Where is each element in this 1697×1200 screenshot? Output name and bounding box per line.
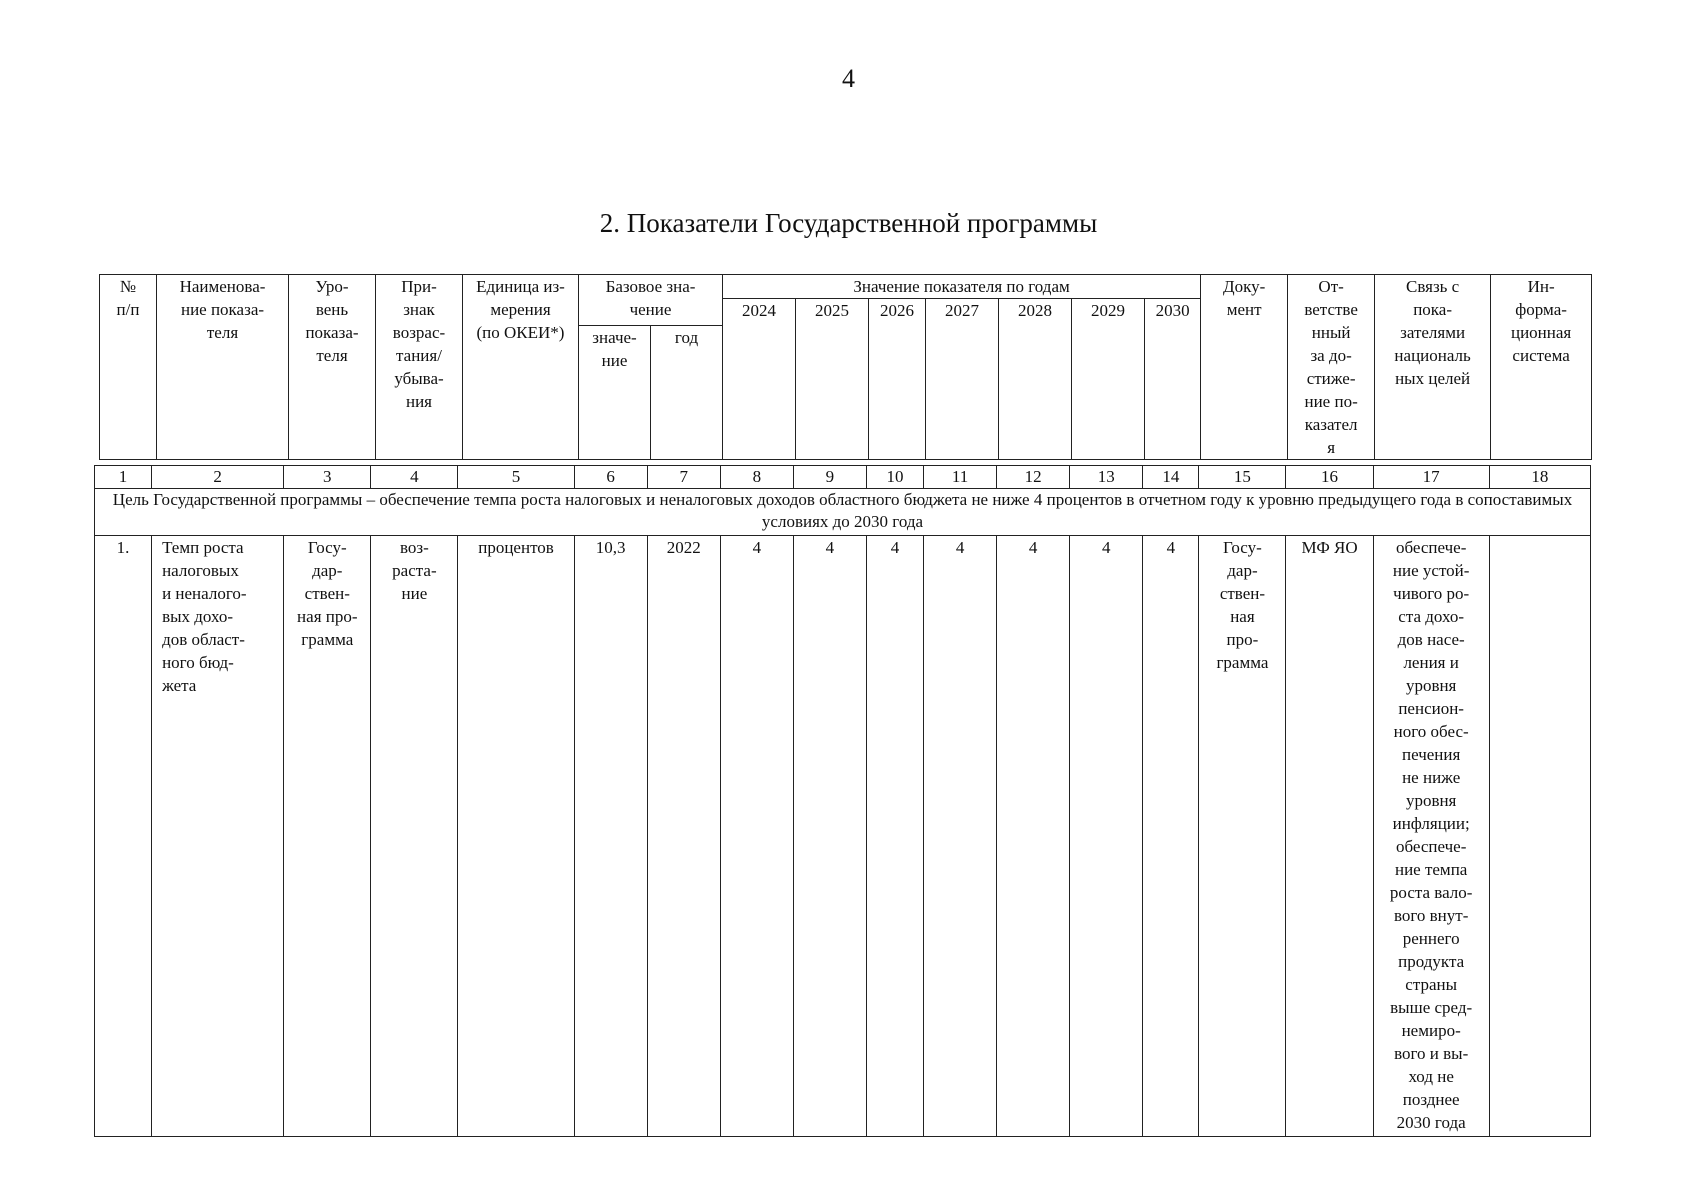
- row-value: 4: [1070, 536, 1143, 1137]
- column-number: 15: [1199, 466, 1286, 489]
- indicators-table-header: [99, 274, 1592, 460]
- row-document: Госу- дар- ствен- ная про- грамма: [1199, 536, 1286, 1137]
- header-unit: Единица из- мерения (по ОКЕИ*): [463, 275, 579, 460]
- column-number: 18: [1489, 466, 1590, 489]
- header-link: Связь с пока- зателями националь ных целей: [1375, 275, 1491, 460]
- page-number: 4: [842, 64, 855, 93]
- row-trend: воз- раста- ние: [371, 536, 458, 1137]
- row-level: Госу- дар- ствен- ная про- грамма: [284, 536, 371, 1137]
- section-title: 2. Показатели Государственной программы: [599, 208, 1098, 238]
- row-value: 4: [720, 536, 793, 1137]
- column-number: 5: [458, 466, 574, 489]
- column-number: 9: [793, 466, 866, 489]
- header-year: 2030: [1145, 299, 1201, 460]
- header-num: № п/п: [100, 275, 157, 460]
- header-year: 2026: [869, 299, 926, 460]
- row-value: 4: [924, 536, 997, 1137]
- row-value: 4: [793, 536, 866, 1137]
- header-base-value: значе- ние: [579, 326, 651, 460]
- header-info-system: Ин- форма- ционная система: [1491, 275, 1592, 460]
- indicators-table-body: [94, 465, 1591, 1137]
- column-number: 11: [924, 466, 997, 489]
- row-name: Темп роста налоговых и неналого- вых дохо- дов област- ного бюд- жета: [152, 536, 284, 1137]
- header-year: 2029: [1072, 299, 1145, 460]
- row-value: 4: [866, 536, 923, 1137]
- header-base-year: год: [651, 326, 723, 460]
- column-number: 1: [95, 466, 152, 489]
- table-row: [95, 536, 1591, 1137]
- column-number: 3: [284, 466, 371, 489]
- header-year: 2028: [999, 299, 1072, 460]
- header-level: Уро- вень показа- теля: [289, 275, 376, 460]
- column-number: 13: [1070, 466, 1143, 489]
- row-base-year: 2022: [647, 536, 720, 1137]
- column-number: 8: [720, 466, 793, 489]
- row-unit: процентов: [458, 536, 574, 1137]
- header-base: Базовое зна- чение: [579, 275, 723, 326]
- column-number: 14: [1143, 466, 1199, 489]
- row-num: 1.: [95, 536, 152, 1137]
- row-value: 4: [1143, 536, 1199, 1137]
- column-number: 12: [997, 466, 1070, 489]
- column-number: 10: [866, 466, 923, 489]
- header-years-group: Значение показателя по годам: [723, 275, 1201, 299]
- column-number: 7: [647, 466, 720, 489]
- row-responsible: МФ ЯО: [1286, 536, 1373, 1137]
- header-year: 2024: [723, 299, 796, 460]
- column-number: 16: [1286, 466, 1373, 489]
- header-document: Доку- мент: [1201, 275, 1288, 460]
- program-goal: Цель Государственной программы – обеспечение темпа роста налоговых и неналоговых доходов областного бюджета не ниже 4 процентов в отчетном году к уровню предыдущего года в сопоставимых условиях до 2030 года: [95, 489, 1591, 536]
- row-value: 4: [997, 536, 1070, 1137]
- header-responsible: От- ветстве нный за до- стиже- ние по- казател я: [1288, 275, 1375, 460]
- header-year: 2025: [796, 299, 869, 460]
- header-year: 2027: [926, 299, 999, 460]
- column-number: 17: [1373, 466, 1489, 489]
- header-trend: При- знак возрас- тания/ убыва- ния: [376, 275, 463, 460]
- column-number: 2: [152, 466, 284, 489]
- column-number: 4: [371, 466, 458, 489]
- row-info-system: [1489, 536, 1590, 1137]
- row-link: обеспече- ние устой- чивого ро- ста дохо- дов насе- ления и уровня пенсион- ного обес- печения не ниже уровня инфляции; обеспече- ние темпа роста вало- вого внут- реннего продукта страны выше сред- немиро- вого и вы- ход не позднее 2030 года: [1373, 536, 1489, 1137]
- row-base-value: 10,3: [574, 536, 647, 1137]
- header-name: Наименова- ние показа- теля: [157, 275, 289, 460]
- column-number: 6: [574, 466, 647, 489]
